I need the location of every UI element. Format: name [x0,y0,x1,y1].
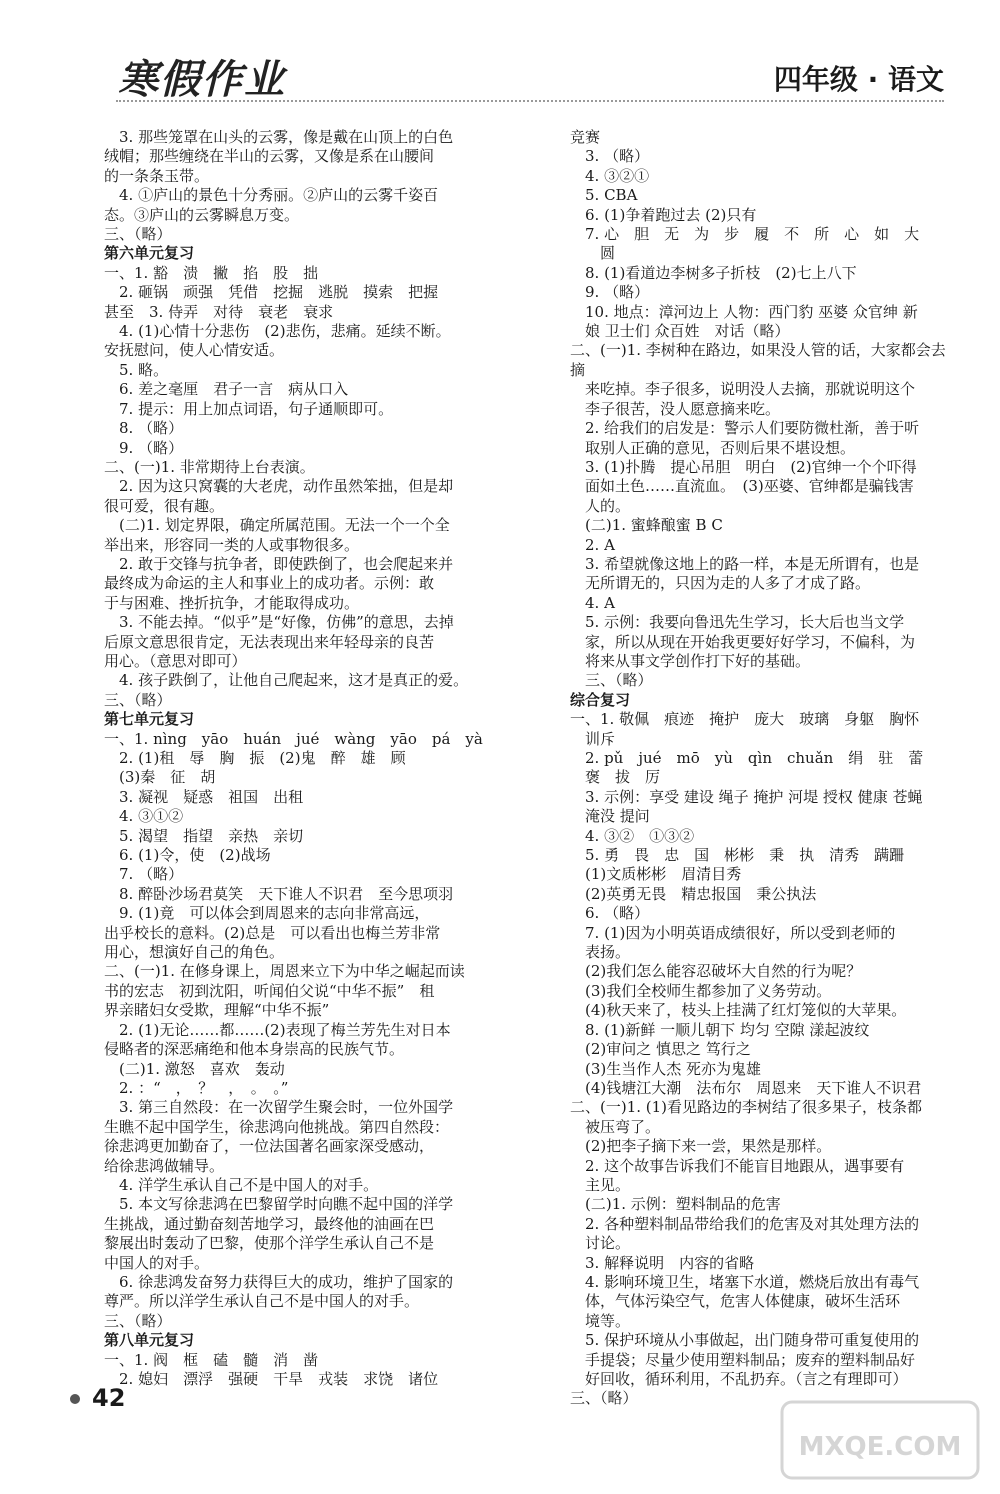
answer-line: 10. 地点：漳河边上 人物：西门豹 巫婆 众官绅 新 [570,302,918,321]
answer-line: 训斥 [570,729,616,748]
watermark-logo [780,1400,980,1480]
answer-line: 一、1. nìng yāo huán jué wàng yāo pá yà [104,729,483,748]
answer-line: 3. 示例：享受 建设 绳子 掩护 河堤 授权 健康 苍蝇 [570,787,923,806]
answer-line: (4)钱塘江大潮 法布尔 周恩来 天下谁人不识君 [570,1078,922,1097]
answer-line: 人的。 [570,496,631,515]
answer-line: 3. 第三自然段：在一次留学生聚会时，一位外国学 [104,1098,454,1117]
answer-line: 3. 解释说明 内容的省略 [570,1253,755,1272]
answer-line: 3. 那些笼罩在山头的云雾，像是戴在山顶上的白色 [104,128,454,146]
answer-line: 2. (1)租 辱 胸 振 (2)鬼 醉 雄 顾 [104,749,406,767]
answer-line: 2. 因为这只窝囊的大老虎，动作虽然笨拙，但是却 [104,477,454,496]
answer-line: 4. A [570,593,615,612]
answer-line: 面如土色……直流血。 (3)巫婆、官绅都是骗钱害 [570,477,914,496]
answer-line: 中国人的对手。 [104,1253,210,1272]
answer-line: (二)1. 示例：塑料制品的危害 [570,1195,781,1214]
answer-line: 好回收，循环利用，不乱扔弃。（言之有理即可） [570,1370,908,1388]
grade-subject: 四年级 · 语文 [773,63,944,96]
answer-line: 二、(一)1. 非常期待上台表演。 [104,457,315,476]
answer-line: 后原文意思很肯定，无法表现出来年轻母亲的良苦 [104,632,435,651]
section-heading: 综合复习 [570,690,631,709]
answer-line: 生瞧不起中国学生，徐悲鸿向他挑战。第四自然段： [104,1117,450,1136]
answer-line: 三、（略） [104,1311,172,1330]
answer-line: 2. 各种塑料制品带给我们的危害及对其处理方法的 [570,1214,920,1233]
answer-line: 被压弯了。 [570,1117,661,1136]
answer-line: 一、1. 敬佩 痕迹 掩护 庞大 玻璃 身躯 胸怀 [570,710,920,729]
answer-line: 4. ③①② [104,807,184,826]
answer-line: 5. 保护环境从小事做起，出门随身带可重复使用的 [570,1331,920,1350]
answer-line: 手提袋；尽量少使用塑料制品；废弃的塑料制品好 [570,1350,916,1369]
answer-line: 2. ：“ ， ？ ， 。 。” [104,1078,289,1097]
answer-line: 8. (1)看道边李树多子折枝 (2)七上八下 [570,263,857,282]
answer-line: (3)我们全校师生都参加了义务劳动。 [570,981,832,1000]
answer-line: 三、（略） [104,690,172,709]
answer-line: 黎展出时轰动了巴黎，使那个洋学生承认自己不是 [104,1234,435,1253]
answer-line: 很可爱，很有趣。 [104,496,225,515]
answer-line: 娘 卫士们 众百姓 对话（略） [570,322,790,341]
answer-line: 甚至 3. 侍弄 对待 衰老 衰求 [104,302,334,321]
answer-line: 4. 孩子跌倒了，让他自己爬起来，这才是真正的爱。 [104,671,469,690]
answer-line: 圆 [570,244,616,263]
page-number: 42 [92,1384,126,1412]
right-column [570,128,948,1409]
answer-line: 3. 不能去掉。“似乎”是“好像，仿佛”的意思，去掉 [104,613,454,632]
answer-line: 李子很苦，没人愿意摘来吃。 [570,399,781,418]
answer-line: 二、(一)1. (1)看见路边的李树结了很多果子，枝条都 [570,1098,923,1117]
answer-line: (2)把李子摘下来一尝，果然是那样。 [570,1137,832,1156]
answer-line: 举出来，形容同一类的人或事物很多。 [104,535,360,554]
answer-line: 三、（略） [104,225,172,244]
answer-line: (3)生当作人杰 死亦为鬼雄 [570,1059,762,1078]
answer-line: 一、1. 豁 溃 撇 掐 股 拙 [104,263,319,282]
answer-line: 4. (1)心情十分悲伤 (2)悲伤，悲痛。延续不断。 [104,322,451,341]
answer-line: 5. 略。 [104,360,169,379]
answer-line: 6. (1)令，使 (2)战场 [104,846,271,865]
answer-line: 7. (1)因为小明英语成绩很好，所以受到老师的 [570,923,896,942]
page-footer [70,1384,125,1412]
left-column [104,128,496,1389]
answer-line: 6. 差之毫厘 君子一言 病从口入 [104,380,349,399]
answer-line: 取别人正确的意见，否则后果不堪设想。 [570,438,856,457]
answer-line: 尊严。所以洋学生承认自己不是中国人的对手。 [104,1292,420,1311]
answer-line: 三、（略） [570,1389,638,1408]
answer-line: 5. CBA [570,186,638,205]
answer-line: 态。③庐山的云雾瞬息万变。 [104,205,300,224]
answer-line: 8. 醉卧沙场君莫笑 天下谁人不识君 至今思项羽 [104,884,454,903]
answer-line: 6. （略） [570,904,650,923]
answer-line: 5. 勇 畏 忠 国 彬彬 秉 执 清秀 蹒跚 [570,846,905,865]
answer-line: 竞赛 [570,128,601,146]
answer-line: 于与困难、挫折抗争，才能取得成功。 [104,593,360,612]
section-heading: 第八单元复习 [104,1331,195,1350]
answer-line: 3. 希望就像这地上的路一样，本是无所谓有，也是 [570,554,920,573]
answer-line: 讨论。 [570,1234,631,1253]
answer-line: 的一条条玉带。 [104,166,210,185]
answer-line: (二)1. 划定界限，确定所属范围。无法一个一个全 [104,516,450,535]
answer-line: 5. 渴望 指望 亲热 亲切 [104,826,304,845]
bullet-icon [70,1394,80,1404]
answer-line: 生挑战，通过勤奋刻苦地学习，最终他的油画在巴 [104,1214,435,1233]
answer-line: 7. （略） [104,865,184,884]
answer-line: 4. ①庐山的景色十分秀丽。②庐山的云雾千姿百 [104,186,439,205]
answer-line: 5. 示例：我要向鲁迅先生学习，长大后也当文学 [570,613,905,632]
answer-line: 2. 砸锅 顽强 凭借 挖掘 逃脱 摸索 把握 [104,283,439,302]
answer-line: (3)秦 征 胡 [104,768,216,787]
answer-line: 3. （略） [570,147,650,166]
answer-line: 7. 心 胆 无 为 步 履 不 所 心 如 大 [570,225,920,244]
answer-line: 褒 拔 厉 [570,768,661,787]
answer-line: 9. （略） [104,438,184,457]
answer-line: 二、(一)1. 在修身课上，周恩来立下为中华之崛起而读 [104,962,465,981]
answer-line: 淹没 提问 [570,807,650,826]
answer-line: 7. 提示：用上加点词语，句子通顺即可。 [104,399,394,418]
answer-line: 4. 洋学生承认自己不是中国人的对手。 [104,1175,379,1194]
answer-line: 给徐悲鸿做辅导。 [104,1156,225,1175]
answer-line: 界亲睹妇女受欺，理解“中华不振” [104,1001,330,1020]
section-heading: 第七单元复习 [104,710,195,729]
answer-line: 3. (1)扑腾 提心吊胆 明白 (2)官绅一个个吓得 [570,457,917,476]
answer-line: 4. ③② ①③② [570,826,695,845]
answer-line: 2. pǔ jué mō yù qìn chuǎn 绢 驻 蕾 [570,749,924,767]
answer-line: 2. (1)无论……都……(2)表现了梅兰芳先生对日本 [104,1020,451,1039]
answer-line: 2. A [570,535,615,554]
answer-line: 侵略者的深恶痛绝和他本身崇高的民族气节。 [104,1040,405,1059]
answer-line: 表扬。 [570,943,631,962]
answer-line: (2)英勇无畏 精忠报国 秉公执法 [570,884,817,903]
answer-line: 4. ③②① [570,166,650,185]
answer-line: (2)审问之 慎思之 笃行之 [570,1040,751,1059]
answer-line: (4)秋天来了，枝头上挂满了红灯笼似的大苹果。 [570,1001,907,1020]
answer-line: 一、1. 阀 框 磕 髓 消 凿 [104,1350,319,1369]
answer-line: (二)1. 激怒 喜欢 轰动 [104,1059,285,1078]
answer-line: 出乎校长的意料。(2)总是 可以看出也梅兰芳非常 [104,923,441,942]
answer-line: 2. 敢于交锋与抗争者，即使跌倒了，也会爬起来并 [104,554,454,573]
answer-line: 8. (1)新鲜 一顺儿朝下 均匀 空隙 漾起波纹 [570,1020,870,1039]
answer-line: 6. (1)争着跑过去 (2)只有 [570,205,757,224]
answer-line: 主见。 [570,1175,631,1194]
answer-line: 二、(一)1. 李树种在路边，如果没人管的话，大家都会去摘 [570,341,946,379]
answer-line: 4. 影响环境卫生，堵塞下水道，燃烧后放出有毒气 [570,1272,920,1291]
book-logo: 寒假作业 [118,57,286,103]
answer-line: 三、（略） [570,671,653,690]
answer-line: 绒帽；那些缠绕在半山的云雾，又像是系在山腰间 [104,147,435,166]
answer-line: 无所谓无的，只因为走的人多了才成了路。 [570,574,871,593]
answer-line: 用心。（意思对即可） [104,651,247,670]
answer-line: 5. 本文写徐悲鸿在巴黎留学时向瞧不起中国的洋学 [104,1195,454,1214]
section-heading: 第六单元复习 [104,244,195,263]
answer-line: (二)1. 蜜蜂酿蜜 B C [570,516,723,535]
answer-line: 2. 媳妇 漂浮 强硬 干旱 戎装 求饶 诸位 [104,1370,439,1388]
answer-line: (1)文质彬彬 眉清目秀 [570,865,742,884]
answer-line: 境等。 [570,1311,631,1330]
answer-line: 9. （略） [570,283,650,302]
watermark-text: MXQE.COM [798,1432,962,1462]
answer-line: 安抚慰问，使人心情安适。 [104,341,285,360]
answer-line: 8. （略） [104,419,184,438]
header-divider [116,100,944,102]
answer-line: 家，所以从现在开始我更要好好学习，不偏科，为 [570,632,916,651]
page-header [0,0,1000,110]
answer-line: 9. (1)竟 可以体会到周恩来的志向非常高远， [104,904,430,923]
answer-line: 徐悲鸿更加勤奋了，一位法国著名画家深受感动， [104,1137,435,1156]
answer-line: (2)我们怎么能容忍破坏大自然的行为呢？ [570,962,862,981]
answer-line: 书的宏志 初到沈阳，听闻伯父说“中华不振” 租 [104,981,435,1000]
answer-line: 6. 徐悲鸿发奋努力获得巨大的成功，维护了国家的 [104,1272,454,1291]
answer-line: 来吃掉。李子很多，说明没人去摘，那就说明这个 [570,380,916,399]
answer-line: 最终成为命运的主人和事业上的成功者。示例：敢 [104,574,435,593]
answer-line: 3. 凝视 疑惑 祖国 出租 [104,787,304,806]
answer-line: 用心，想演好自己的角色。 [104,943,285,962]
answer-line: 将来从事文学创作打下好的基础。 [570,651,811,670]
answer-line: 2. 给我们的启发是：警示人们要防微杜渐，善于听 [570,419,920,438]
answer-line: 体，气体污染空气，危害人体健康，破坏生活环 [570,1292,901,1311]
answer-line: 2. 这个故事告诉我们不能盲目地跟从，遇事要有 [570,1156,905,1175]
